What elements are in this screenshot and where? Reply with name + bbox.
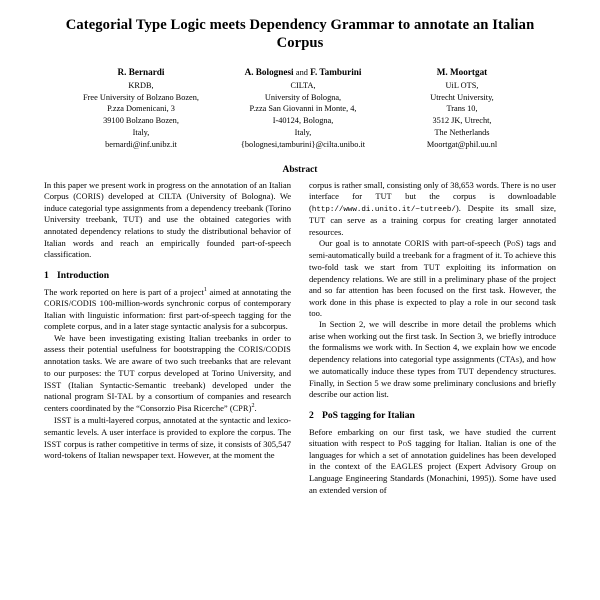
tut-download-url[interactable]: http://www.di.unito.it/~tutreeb/ (311, 205, 456, 214)
author-affil-line: UiL OTS, (445, 80, 479, 90)
author-name-part: F. Tamburini (310, 66, 362, 77)
author-affil-line: P.zza San Giovanni in Monte, 4, (249, 104, 357, 114)
intro-paragraph-2: We have been investigating existing Italian treebanks in order to assess their potential usefulness for bootstrapping the CORIS/CODIS annotation tasks. We are aware of two such treebanks that are relevant to our purposes: the TUT corpus developed at Torino University, and ISST (Italian Syntactic-Semantic treebank) developed under the national program SI-TAL by a consortium of companies and research centers coordinated by the “Consorzio Pisa Ricerche” (CPR)$^2$. (44, 332, 292, 414)
intro-paragraph-3: ISST is a multi-layered corpus, annotated at the syntactic and lexico-semantic levels. A user interface is provided to explore the corpus. The ISST corpus is rather competitive in terms of size, it consists of 305,547 word-tokens of Italian newspaper text. However, at the moment the (44, 415, 291, 461)
term-isst: ISST (54, 416, 72, 426)
author-affil-line: 3512 JK, Utrecht, (432, 116, 492, 126)
term-isst: ISST (44, 439, 62, 449)
author-affil-line: 39100 Bolzano Bozen, (103, 116, 179, 126)
term-eagles: EAGLES (390, 462, 423, 472)
left-column (44, 180, 291, 497)
right-paragraph-1: corpus is rather small, consisting only of 38,653 words. There is no user interface for TUT but the corpus is downloadable (http://www.di.unito.it/~tutreeb/). Despite its small size, TUT can serve as a training corpus for creating larger annotated resources. (309, 179, 556, 237)
body-columns (44, 180, 556, 497)
term-tut: TUT (375, 191, 392, 201)
section-title: Introduction (57, 269, 110, 281)
author-names-2 (207, 66, 399, 79)
author-name-conjunction: and (295, 67, 308, 77)
term-tut: TUT (457, 366, 475, 376)
section-heading-introduction (44, 270, 291, 283)
author-column-1 (75, 66, 207, 151)
term-cpr: CPR (232, 404, 249, 414)
term-pos: PoS (398, 439, 412, 449)
term-coris: CORIS (76, 191, 101, 201)
author-affil-line: I-40124, Bologna, (272, 116, 334, 126)
section-title: PoS tagging for Italian (322, 409, 415, 421)
pos-paragraph-1: Before embarking on our first task, we have studied the current situation with respect to PoS tagging for Italian. Italian is one of the languages for which a set of annotation guidelines has been developed in the context of the EAGLES project (Expert Advisory Group on Language Engineering Standards (Monachini, 1995)). Some have used an extended version of (309, 426, 556, 495)
section-number: 2 (309, 409, 314, 421)
author-affil-line: P.zza Domenicani, 3 (107, 104, 175, 114)
author-column-2 (207, 66, 399, 151)
author-email: bernardi@inf.unibz.it (105, 139, 177, 149)
term-pos: PoS (506, 239, 521, 249)
term-ctas: CTAs (499, 354, 520, 364)
author-column-3 (399, 66, 525, 151)
term-tut: TUT (118, 368, 135, 378)
term-tut: TUT (309, 215, 326, 225)
author-affil-line: Italy, (132, 127, 150, 137)
author-affil-line: Trans 10, (446, 104, 478, 114)
footnote-marker-1: 1 (203, 286, 207, 293)
intro-paragraph-1: The work reported on here is part of a project$^1$ aimed at annotating the CORIS/CODIS 100-million-words synchronic corpus of contemporary Italian with linguistic information: first part-of-speech tagging for the complete corpus, and in a later stage syntactic analysis for a subcorpus. (44, 286, 291, 332)
author-affil-line: University of Bologna, (264, 92, 342, 102)
author-block (44, 66, 556, 151)
author-names-1: R. Bernardi (117, 66, 165, 77)
author-affil-line: The Netherlands (434, 127, 490, 137)
author-affil-line: CILTA, (290, 80, 316, 90)
term-tut: TUT (123, 215, 140, 225)
abstract-heading: Abstract (282, 164, 318, 175)
page-title: Categorial Type Logic meets Dependency Grammar to annotate an Italian Corpus (65, 17, 535, 52)
author-email: {bolognesi,tamburini}@cilta.unibo.it (240, 139, 366, 149)
term-coris-codis: CORIS/CODIS (44, 299, 97, 309)
author-affil-line: Free University of Bolzano Bozen, (83, 92, 199, 102)
section-heading-pos-tagging (309, 410, 556, 423)
right-paragraph-2: Our goal is to annotate CORIS with part-of-speech (PoS) tags and semi-automatically build a treebank for a fragment of it. To achieve this two-fold task we start from TUT exploiting its information on dependency relations. We are still in a preliminary phase of the project and so far attention has been focused on the first task. However, the work done in this phase is expected to play a role in our second task too. (309, 238, 556, 318)
abstract-text: In this paper we present work in progress on the annotation of an Italian Corpus (CORIS) developed at CILTA (University of Bologna). We induce categorial type assignments from a dependency treebank (Torino University treebank, TUT) and use the obtained categories with annotated dependency relations to study the distributional behavior of Italian words and reach an empirically founded part-of-speech classification. (44, 179, 292, 260)
term-coris: CORIS (404, 239, 430, 249)
footnote-marker-2: 2 (251, 403, 255, 410)
author-name-part: A. Bolognesi (244, 66, 294, 77)
section-number: 1 (44, 269, 49, 281)
term-isst: ISST (44, 380, 62, 390)
author-affil-line: Utrecht University, (430, 92, 494, 102)
right-column (309, 180, 556, 497)
author-affil-line: KRDB, (128, 80, 154, 90)
term-coris-codis: CORIS/CODIS (238, 345, 291, 355)
right-paragraph-3: In Section 2, we will describe in more detail the problems which arise when working out the first task. In Section 3, we briefly introduce the formalisms we work with. In Section 4, we explain how we encode dependency relations into categorial type assignments (CTAs), and how we automatically induce these types from TUT dependency structures. Finally, in Section 5 we draw some preliminary conclusions and briefly describe our action list. (309, 319, 556, 400)
author-affil-line: Italy, (294, 127, 312, 137)
author-email: Moortgat@phil.uu.nl (426, 139, 498, 149)
term-sital: SI-TAL (106, 392, 134, 402)
term-cilta: CILTA (158, 191, 182, 201)
author-names-3: M. Moortgat (436, 66, 488, 77)
term-tut: TUT (423, 262, 441, 272)
